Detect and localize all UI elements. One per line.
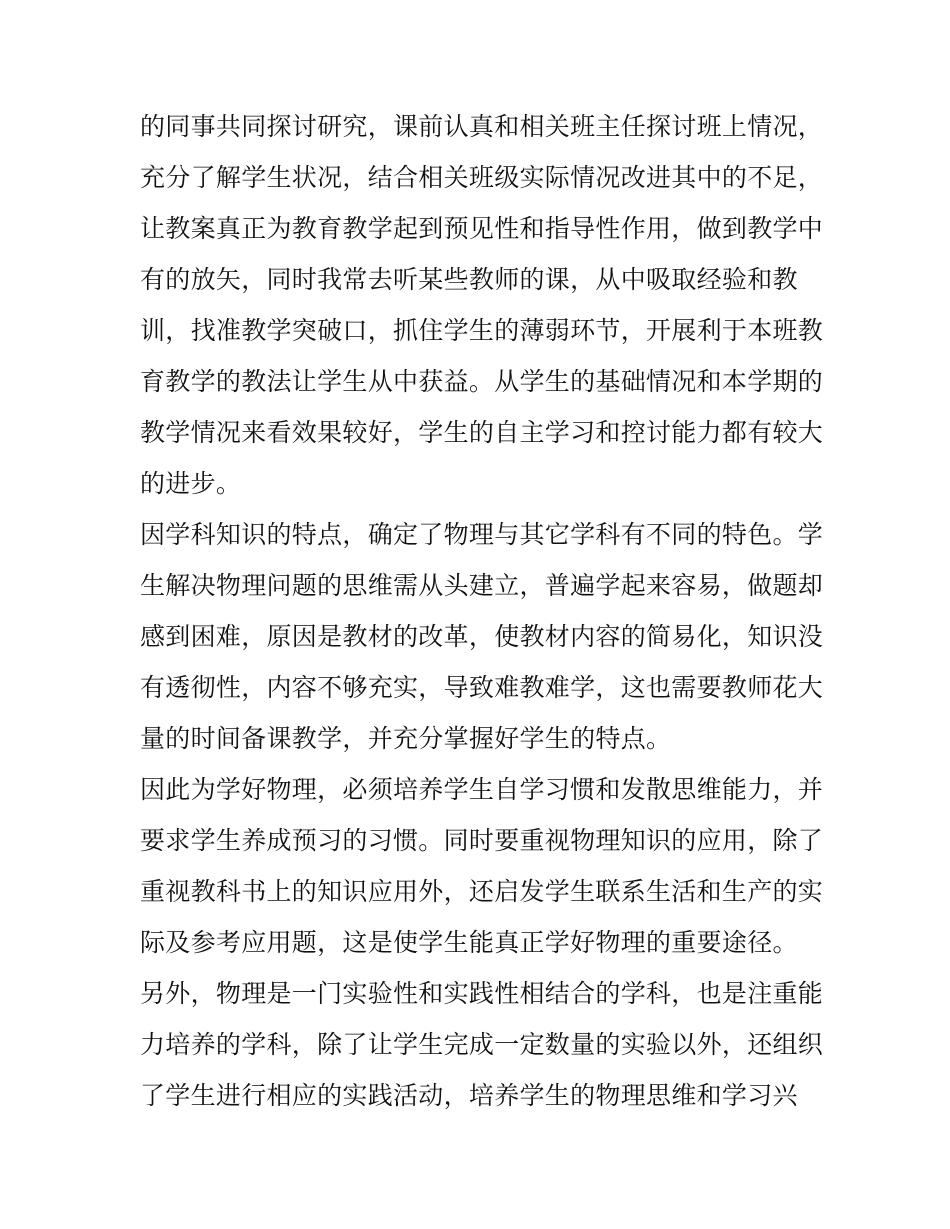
text-line: 要求学生养成预习的习惯。同时要重视物理知识的应用，除了 xyxy=(140,826,824,855)
text-line: 有透彻性，内容不够充实，导致难教难学，这也需要教师花大 xyxy=(140,673,824,702)
text-line: 重视教科书上的知识应用外，还启发学生联系生活和生产的实 xyxy=(140,877,824,906)
text-line: 因学科知识的特点，确定了物理与其它学科有不同的特色。学 xyxy=(140,520,824,549)
text-line: 了学生进行相应的实践活动，培养学生的物理思维和学习兴 xyxy=(140,1081,798,1110)
text-line: 力培养的学科，除了让学生完成一定数量的实验以外，还组织 xyxy=(140,1030,824,1059)
text-line: 的同事共同探讨研究，课前认真和相关班主任探讨班上情况， xyxy=(140,112,824,141)
text-line: 量的时间备课教学，并充分掌握好学生的特点。 xyxy=(140,724,672,753)
text-line: 充分了解学生状况，结合相关班级实际情况改进其中的不足， xyxy=(140,163,824,192)
text-line: 另外，物理是一门实验性和实践性相结合的学科，也是注重能 xyxy=(140,979,824,1008)
text-line: 有的放矢，同时我常去听某些教师的课，从中吸取经验和教 xyxy=(140,265,798,294)
text-line: 让教案真正为教育教学起到预见性和指导性作用，做到教学中 xyxy=(140,214,824,243)
text-line: 际及参考应用题，这是使学生能真正学好物理的重要途径。 xyxy=(140,928,798,957)
text-line: 感到困难，原因是教材的改革，使教材内容的简易化，知识没 xyxy=(140,622,824,651)
text-line: 的进步。 xyxy=(140,469,242,498)
text-line: 生解决物理问题的思维需从头建立，普遍学起来容易，做题却 xyxy=(140,571,824,600)
text-line: 教学情况来看效果较好，学生的自主学习和控讨能力都有较大 xyxy=(140,418,824,447)
text-line: 育教学的教法让学生从中获益。从学生的基础情况和本学期的 xyxy=(140,367,824,396)
text-line: 训，找准教学突破口，抓住学生的薄弱环节，开展利于本班教 xyxy=(140,316,824,345)
text-line: 因此为学好物理，必须培养学生自学习惯和发散思维能力，并 xyxy=(140,775,824,804)
